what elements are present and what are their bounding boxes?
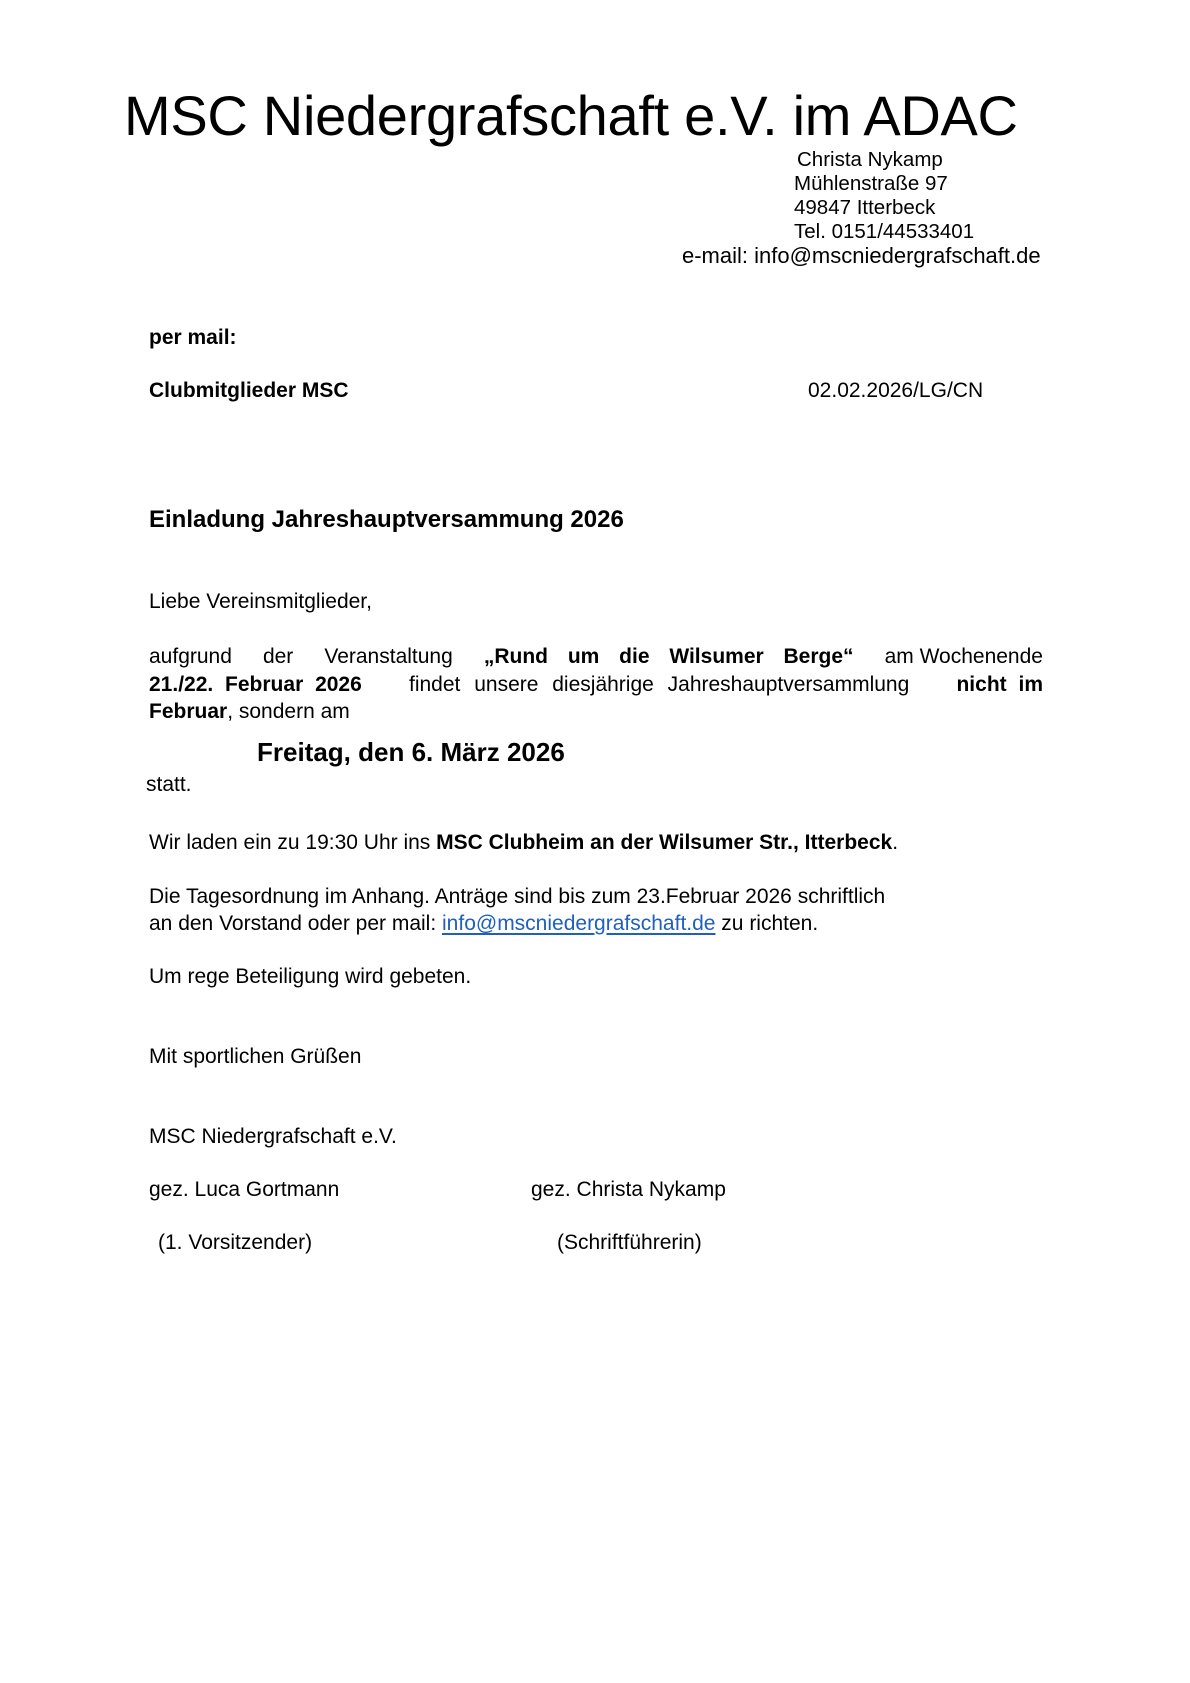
text-fragment: an den Vorstand oder per mail: xyxy=(149,912,443,935)
text-fragment: aufgrund xyxy=(149,645,232,668)
paragraph-event-notice xyxy=(149,643,1043,726)
agenda-line-2 xyxy=(149,911,818,937)
text-fragment: der xyxy=(262,645,294,668)
closing-greeting: Mit sportlichen Grüßen xyxy=(149,1045,362,1068)
text-fragment: , sondern am xyxy=(227,700,350,723)
text-fragment: . xyxy=(892,831,899,854)
recipient-name: Clubmitglieder MSC xyxy=(149,379,349,402)
paragraph-line xyxy=(149,643,1043,671)
signatory-1-name: gez. Luca Gortmann xyxy=(149,1178,340,1201)
meeting-date: Freitag, den 6. März 2026 xyxy=(257,737,565,767)
participation-request: Um rege Beteiligung wird gebeten. xyxy=(149,965,472,988)
salutation: Liebe Vereinsmitglieder, xyxy=(149,590,372,613)
signatory-2-name: gez. Christa Nykamp xyxy=(531,1178,726,1201)
paragraph-line xyxy=(149,698,1043,726)
emphasis-not-in: nicht im xyxy=(956,672,1043,696)
signatory-1-role: (1. Vorsitzender) xyxy=(158,1231,313,1254)
sender-street: Mühlenstraße 97 xyxy=(794,172,948,195)
text-fragment: findet unsere diesjährige Jahreshauptversammlung xyxy=(409,672,910,696)
signatory-2-role: (Schriftführerin) xyxy=(557,1231,702,1254)
text-fragment: am Wochenende xyxy=(884,645,1043,668)
sender-name: Christa Nykamp xyxy=(797,148,943,171)
paragraph-invitation xyxy=(149,830,898,856)
reference-date: 02.02.2026/LG/CN xyxy=(808,379,984,402)
text-fragment: Veranstaltung xyxy=(324,645,453,668)
event-name: „Rund um die Wilsumer Berge“ xyxy=(483,645,854,668)
letter-subject: Einladung Jahreshauptversammung 2026 xyxy=(149,506,624,533)
meeting-location: MSC Clubheim an der Wilsumer Str., Itterbeck xyxy=(436,831,893,854)
paragraph-line xyxy=(149,671,1043,699)
text-fragment: Wir laden ein zu 19:30 Uhr ins xyxy=(149,831,437,854)
sender-phone: Tel. 0151/44533401 xyxy=(794,220,975,243)
sender-email: e-mail: info@mscniedergrafschaft.de xyxy=(682,243,1041,268)
statt-text: statt. xyxy=(146,773,192,796)
sender-city: 49847 Itterbeck xyxy=(794,196,936,219)
delivery-method: per mail: xyxy=(149,326,237,349)
agenda-line-1: Die Tagesordnung im Anhang. Anträge sind bis zum 23.Februar 2026 schriftlich xyxy=(149,885,886,908)
event-dates: 21./22. Februar 2026 xyxy=(149,672,362,696)
email-link[interactable]: info@mscniedergrafschaft.de xyxy=(442,912,716,935)
closing-organization: MSC Niedergrafschaft e.V. xyxy=(149,1125,397,1148)
text-fragment: zu richten. xyxy=(715,912,819,935)
letterhead-title: MSC Niedergrafschaft e.V. im ADAC xyxy=(124,84,1018,147)
emphasis-february: Februar xyxy=(149,700,228,723)
